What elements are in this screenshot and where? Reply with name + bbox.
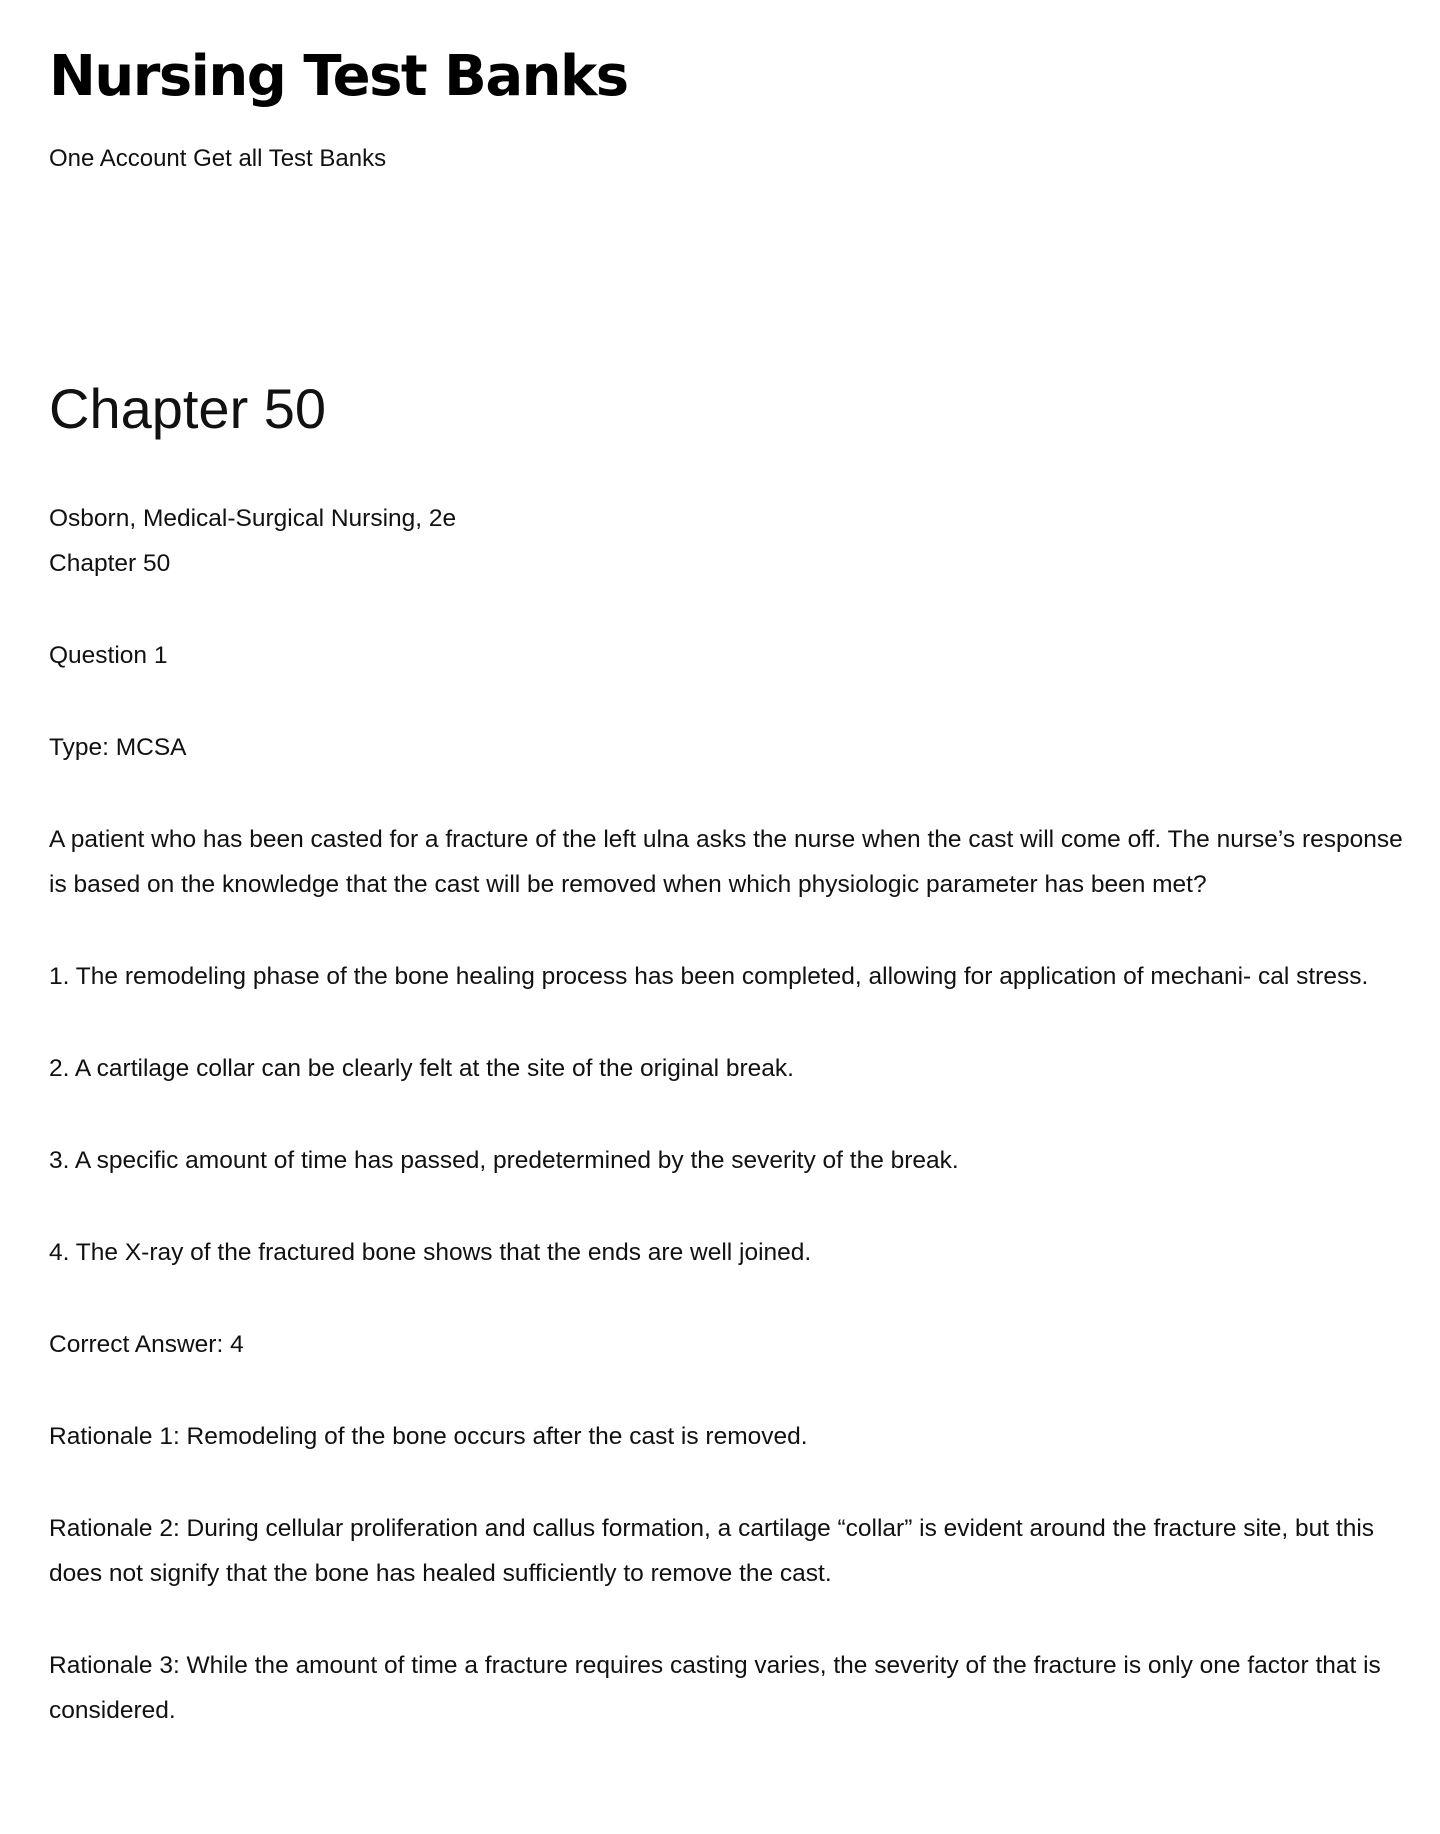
textbook-source: Osborn, Medical-Surgical Nursing, 2e: [49, 505, 457, 532]
chapter-heading: Chapter 50: [49, 377, 327, 440]
chapter-label: Chapter 50: [49, 550, 171, 577]
question-content: [49, 496, 1409, 1780]
rationale-1: Rationale 1: Remodeling of the bone occurs after the cast is removed.: [49, 1423, 808, 1450]
question-number: Question 1: [49, 642, 168, 669]
answer-option-2: 2. A cartilage collar can be clearly felt at the site of the original break.: [49, 1055, 794, 1082]
rationale-2: Rationale 2: During cellular proliferation and callus formation, a cartilage “collar” is evident around the fracture site, but this does not signify that the bone has healed sufficiently to remove the cast.: [49, 1515, 1375, 1587]
answer-option-4: 4. The X-ray of the fractured bone shows that the ends are well joined.: [49, 1239, 812, 1266]
question-stem: A patient who has been casted for a fracture of the left ulna asks the nurse when the cast will come off. The nurse’s response is based on the knowledge that the cast will be removed when which physiologic parameter has been met?: [49, 826, 1403, 898]
rationale-3: Rationale 3: While the amount of time a fracture requires casting varies, the severity of the fracture is only one factor that is considered.: [49, 1652, 1381, 1724]
correct-answer: Correct Answer: 4: [49, 1331, 244, 1358]
answer-option-3: 3. A specific amount of time has passed, predetermined by the severity of the break.: [49, 1147, 959, 1174]
site-title: Nursing Test Banks: [49, 44, 628, 109]
question-type: Type: MCSA: [49, 734, 187, 761]
answer-option-1: 1. The remodeling phase of the bone healing process has been completed, allowing for application of mechani- cal stress.: [49, 963, 1369, 990]
site-tagline: One Account Get all Test Banks: [49, 145, 387, 172]
